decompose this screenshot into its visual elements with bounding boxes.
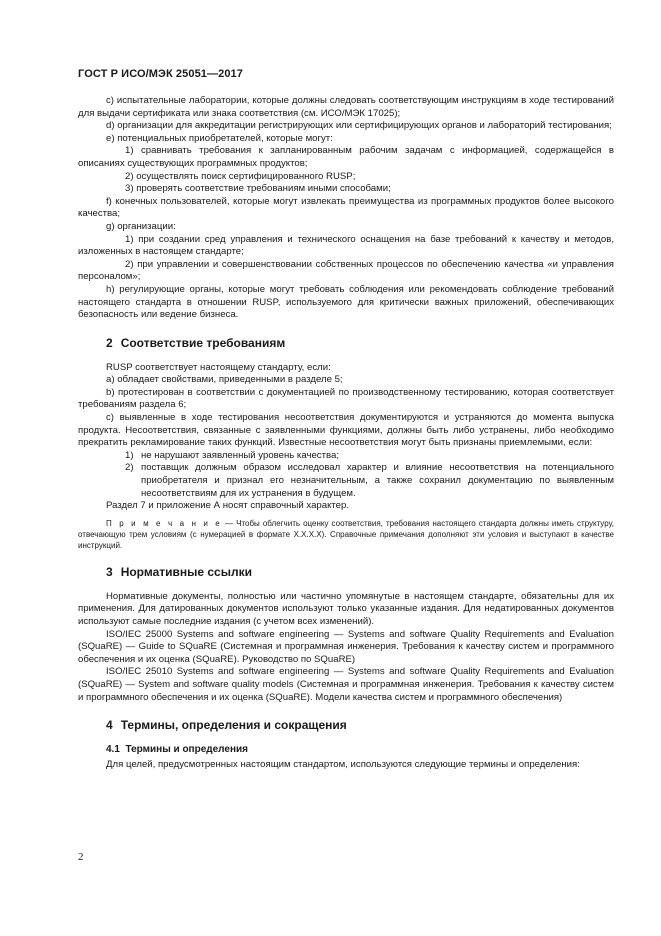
list-item-e3: 3) проверять соответствие требованиям иными способами; [125, 183, 391, 195]
section-4-heading [106, 718, 614, 732]
section-2-item-c1 [125, 450, 614, 463]
section-3-number: 3 [106, 564, 113, 579]
subsection-4-1-heading [106, 744, 614, 757]
section-2-heading [106, 336, 614, 350]
page-content [78, 95, 614, 771]
list-item-d: d) организации для аккредитации регистрирующих или сертифицирующих органов и лабораторий тестирования; [106, 120, 612, 132]
subsection-4-1-number: 4.1 [106, 744, 120, 756]
section-2-item-c2-text: поставщик должным образом исследовал характер и влияние несоответствия на потенциального приобретателя и признал его незначительным, а также сохранил документацию по выявленным несоответствиям для их устранения в будущем. [141, 462, 614, 499]
list-item-c: c) испытательные лаборатории, которые должны следовать соответствующим инструкциям в ходе тестирований для выдачи сертификата или знака соответствия (см. ИСО/МЭК 17025); [78, 95, 614, 119]
section-3-heading [106, 565, 614, 579]
section-2-item-a: a) обладает свойствами, приведенными в разделе 5; [106, 374, 343, 386]
section-4-title: Термины, определения и сокращения [120, 718, 347, 733]
section-2-title: Соответствие требованиям [120, 335, 286, 350]
subsection-4-1-title: Термины и определения [125, 744, 248, 756]
list-item-g1: 1) при создании сред управления и технического оснащения на базе требований к качеству и методов, изложенных в настоящем стандарте; [78, 233, 614, 258]
section-2-number: 2 [106, 335, 113, 350]
section-2-item-c2 [125, 462, 614, 500]
list-item-e2: 2) осуществлять поиск сертифицированного RUSP; [125, 170, 356, 182]
page-number: 2 [78, 851, 84, 863]
section-2-intro: RUSP соответствует настоящему стандарту, если: [106, 361, 331, 373]
note-text: — Чтобы облегчить оценку соответствия, требования настоящего стандарта должны иметь структуру, отвечающую трем условиям (с нумерацией в формате Х.Х.Х.Х). Справочные примечания дополняют эти условия и выступают в качестве инструкций. [78, 518, 614, 550]
list-item-e: e) потенциальных приобретателей, которые могут: [106, 132, 333, 144]
list-item-g2: 2) при управлении и совершенствовании собственных процессов по обеспечению качества «и управления персоналом»; [78, 258, 614, 283]
section-2-item-c1-text: не нарушают заявленный уровень качества; [141, 449, 339, 461]
section-2-item-c1-number: 1) [125, 449, 134, 461]
section-2-note [78, 518, 614, 551]
standard-header: ГОСТ Р ИСО/МЭК 25051—2017 [78, 68, 243, 80]
section-2-item-c: c) выявленные в ходе тестирования несоответствия документируются и устраняются до момента выпуска продукта. Несоответствия, связанные с заявленными функциями, должны быть либо устранены, либо необходимо прекратить рекламирование таких функций. Известные несоответствия могут быть признаны приемлемыми, если: [78, 412, 614, 449]
note-label: П р и м е ч а н и е [106, 518, 222, 528]
section-4-paragraph-1: Для целей, предусмотренных настоящим стандартом, используются следующие термины и определения: [106, 758, 580, 770]
section-2-item-b: b) протестирован в соответствии с документацией по производственному тестированию, которая соответствует требованиям раздела 6; [78, 386, 614, 411]
list-item-h: h) регулирующие органы, которые могут требовать соблюдения или рекомендовать соблюдение требований настоящего стандарта в отношении RUSP, используемого для критически важных приложений, обеспечивающих безопасность или ведение бизнеса. [78, 283, 614, 321]
reference-iso-25010: ISO/IEC 25010 Systems and software engineering — Systems and software Quality Requirements and Evaluation (SQuaRE) — System and software quality models (Системная и программная инженерия. Требования к качеству систем и программного обеспечения и их оценка (SQuaRE). Модели качества систем и программного обеспечения) [78, 666, 614, 703]
list-item-e1: 1) сравнивать требования к запланированным рабочим задачам с информацией, содержащейся в описаниях существующих программных продуктов; [78, 145, 614, 169]
list-item-g: g) организации: [106, 220, 176, 232]
reference-iso-25000: ISO/IEC 25000 Systems and software engineering — Systems and software Quality Requirements and Evaluation (SQuaRE) — Guide to SQuaRE (Системная и программная инженерия. Требования к качеству систем и программного обеспечения и их оценка (SQuaRE). Руководство по SQuaRE) [78, 628, 614, 665]
section-3-paragraph-1: Нормативные документы, полностью или частично упомянутые в настоящем стандарте, обязательны для их применения. Для датированных документов используют только указанные издания. Для недатированных документов используют самые последние издания (с учетом всех изменений). [78, 590, 614, 627]
section-3-title: Нормативные ссылки [120, 564, 252, 579]
section-4-number: 4 [106, 718, 113, 733]
section-2-item-c2-number: 2) [125, 462, 134, 474]
section-2-closing: Раздел 7 и приложение А носят справочный характер. [106, 500, 350, 512]
list-item-f: f) конечных пользователей, которые могут извлекать преимущества из программных продуктов более высокого качества; [78, 195, 614, 220]
